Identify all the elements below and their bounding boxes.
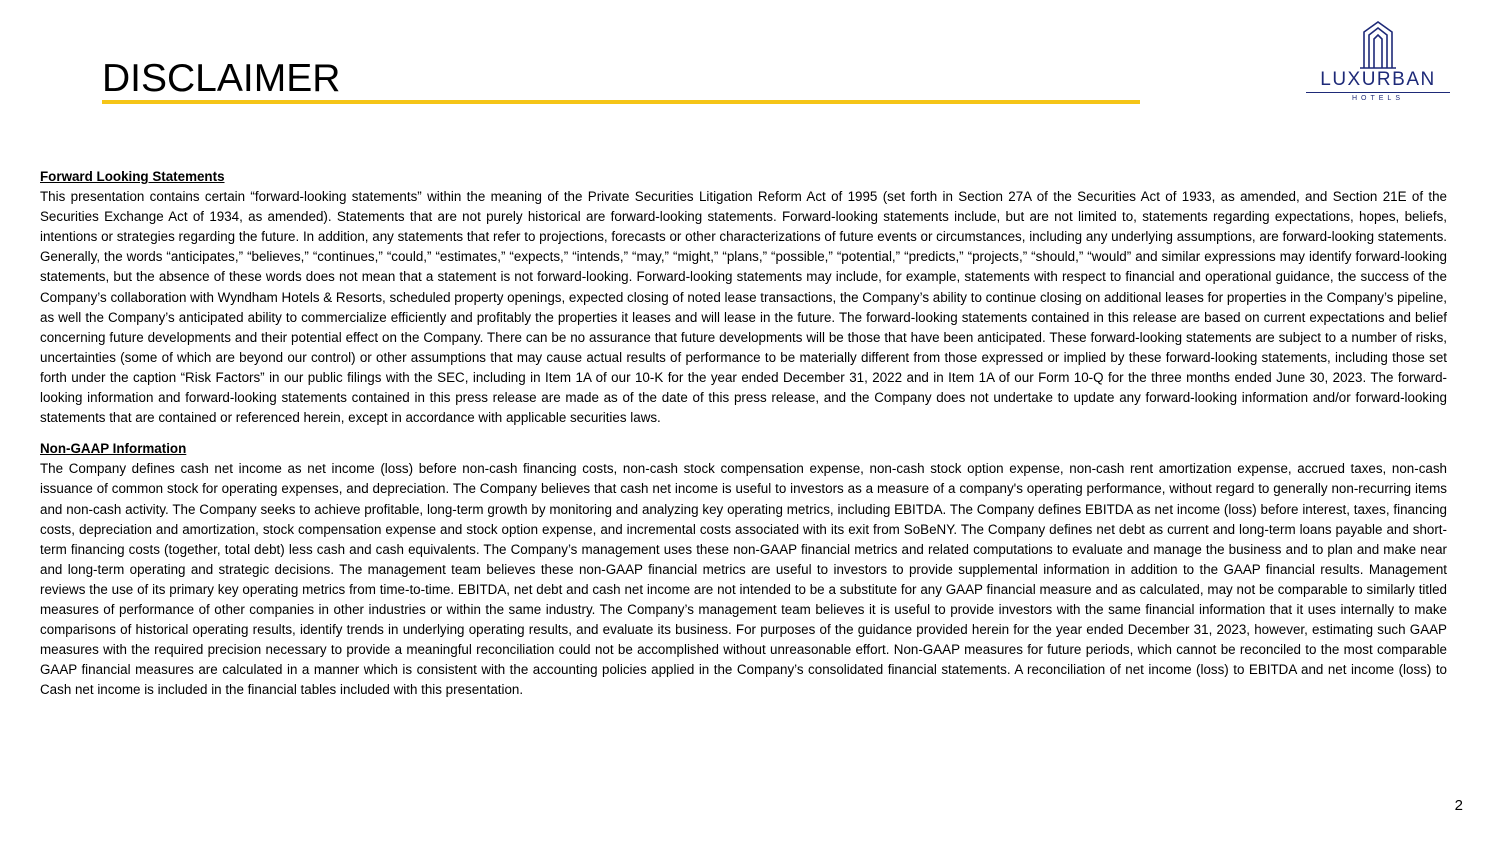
section-heading: Non-GAAP Information bbox=[40, 441, 187, 457]
logo-divider bbox=[1306, 92, 1450, 93]
logo-subtitle: HOTELS bbox=[1351, 95, 1404, 102]
section-body: This presentation contains certain “forward-looking statements” within the meaning of the Private Securities Litigation Reform Act of 1995 (set forth in Section 27A of the Securities Act of 1933, as amended, and Section 21E of the Securities Exchange Act of 1934, as amended). Statements that are not purely historical are forward-looking statements. Forward-looking statements include, but are not limited to, statements regarding expectations, hopes, beliefs, intentions or strategies regarding the future. In addition, any statements that refer to projections, forecasts or other characterizations of future events or circumstances, including any underlying assumptions, are forward-looking statements. Generally, the words “anticipates,” “believes,” “continues,” “could,” “estimates,” “expects,” “intends,” “may,” “might,” “plans,” “possible,” “potential,” “predicts,” “projects,” “should,” “would” and similar expressions may identify forward-looking statements, but the absence of these words does not mean that a statement is not forward-looking. Forward-looking statements may include, for example, statements with respect to financial and operational guidance, the success of the Company’s collaboration with Wyndham Hotels & Resorts, scheduled property openings, expected closing of noted lease transactions, the Company’s ability to continue closing on additional leases for properties in the Company’s pipeline, as well the Company’s anticipated ability to commercialize efficiently and profitably the properties it leases and will lease in the future. The forward-looking statements contained in this release are based on current expectations and belief concerning future developments and their potential effect on the Company. There can be no assurance that future developments will be those that have been anticipated. These forward-looking statements are subject to a number of risks, uncertainties (some of which are beyond our control) or other assumptions that may cause actual results of performance to be materially different from those expressed or implied by these forward-looking statements, including those set forth under the caption “Risk Factors” in our public filings with the SEC, including in Item 1A of our 10-K for the year ended December 31, 2022 and in Item 1A of our Form 10-Q for the three months ended June 30, 2023. The forward-looking information and forward-looking statements contained in this press release are made as of the date of this press release, and the Company does not undertake to update any forward-looking information and/or forward-looking statements that are contained or referenced herein, except in accordance with applicable securities laws. bbox=[40, 189, 1447, 426]
title-underline bbox=[102, 100, 1140, 104]
hotel-building-icon bbox=[1300, 18, 1456, 70]
luxurban-logo bbox=[1300, 18, 1456, 106]
page-number: 2 bbox=[1454, 797, 1463, 814]
non-gaap-section bbox=[40, 439, 1447, 700]
logo-wordmark: LUXURBAN bbox=[1320, 69, 1436, 90]
forward-looking-section bbox=[40, 167, 1447, 428]
disclaimer-content bbox=[40, 167, 1447, 700]
section-body: The Company defines cash net income as net income (loss) before non-cash financing costs, non-cash stock compensation expense, non-cash stock option expense, non-cash rent amortization expense, accrued taxes, non-cash issuance of common stock for operating expenses, and depreciation. The Company believes that cash net income is useful to investors as a measure of a company's operating performance, without regard to generally non-recurring items and non-cash activity. The Company seeks to achieve profitable, long-term growth by monitoring and analyzing key operating metrics, including EBITDA. The Company defines EBITDA as net income (loss) before interest, taxes, financing costs, depreciation and amortization, stock compensation expense and stock option expense, and incremental costs associated with its exit from SoBeNY. The Company defines net debt as current and long-term loans payable and short-term financing costs (together, total debt) less cash and cash equivalents. The Company’s management uses these non-GAAP financial metrics and related computations to evaluate and manage the business and to plan and make near and long-term operating and strategic decisions. The management team believes these non-GAAP financial metrics are useful to investors to provide supplemental information in addition to the GAAP financial results. Management reviews the use of its primary key operating metrics from time-to-time. EBITDA, net debt and cash net income are not intended to be a substitute for any GAAP financial measure and as calculated, may not be comparable to similarly titled measures of performance of other companies in other industries or within the same industry. The Company’s management team believes it is useful to provide investors with the same financial information that it uses internally to make comparisons of historical operating results, identify trends in underlying operating results, and evaluate its business. For purposes of the guidance provided herein for the year ended December 31, 2023, however, estimating such GAAP measures with the required precision necessary to provide a meaningful reconciliation could not be accomplished without unreasonable effort. Non-GAAP measures for future periods, which cannot be reconciled to the most comparable GAAP financial measures are calculated in a manner which is consistent with the accounting policies applied in the Company’s consolidated financial statements. A reconciliation of net income (loss) to EBITDA and net income (loss) to Cash net income is included in the financial tables included with this presentation. bbox=[40, 461, 1447, 698]
section-heading: Forward Looking Statements bbox=[40, 169, 225, 184]
page-title: DISCLAIMER bbox=[102, 57, 341, 100]
